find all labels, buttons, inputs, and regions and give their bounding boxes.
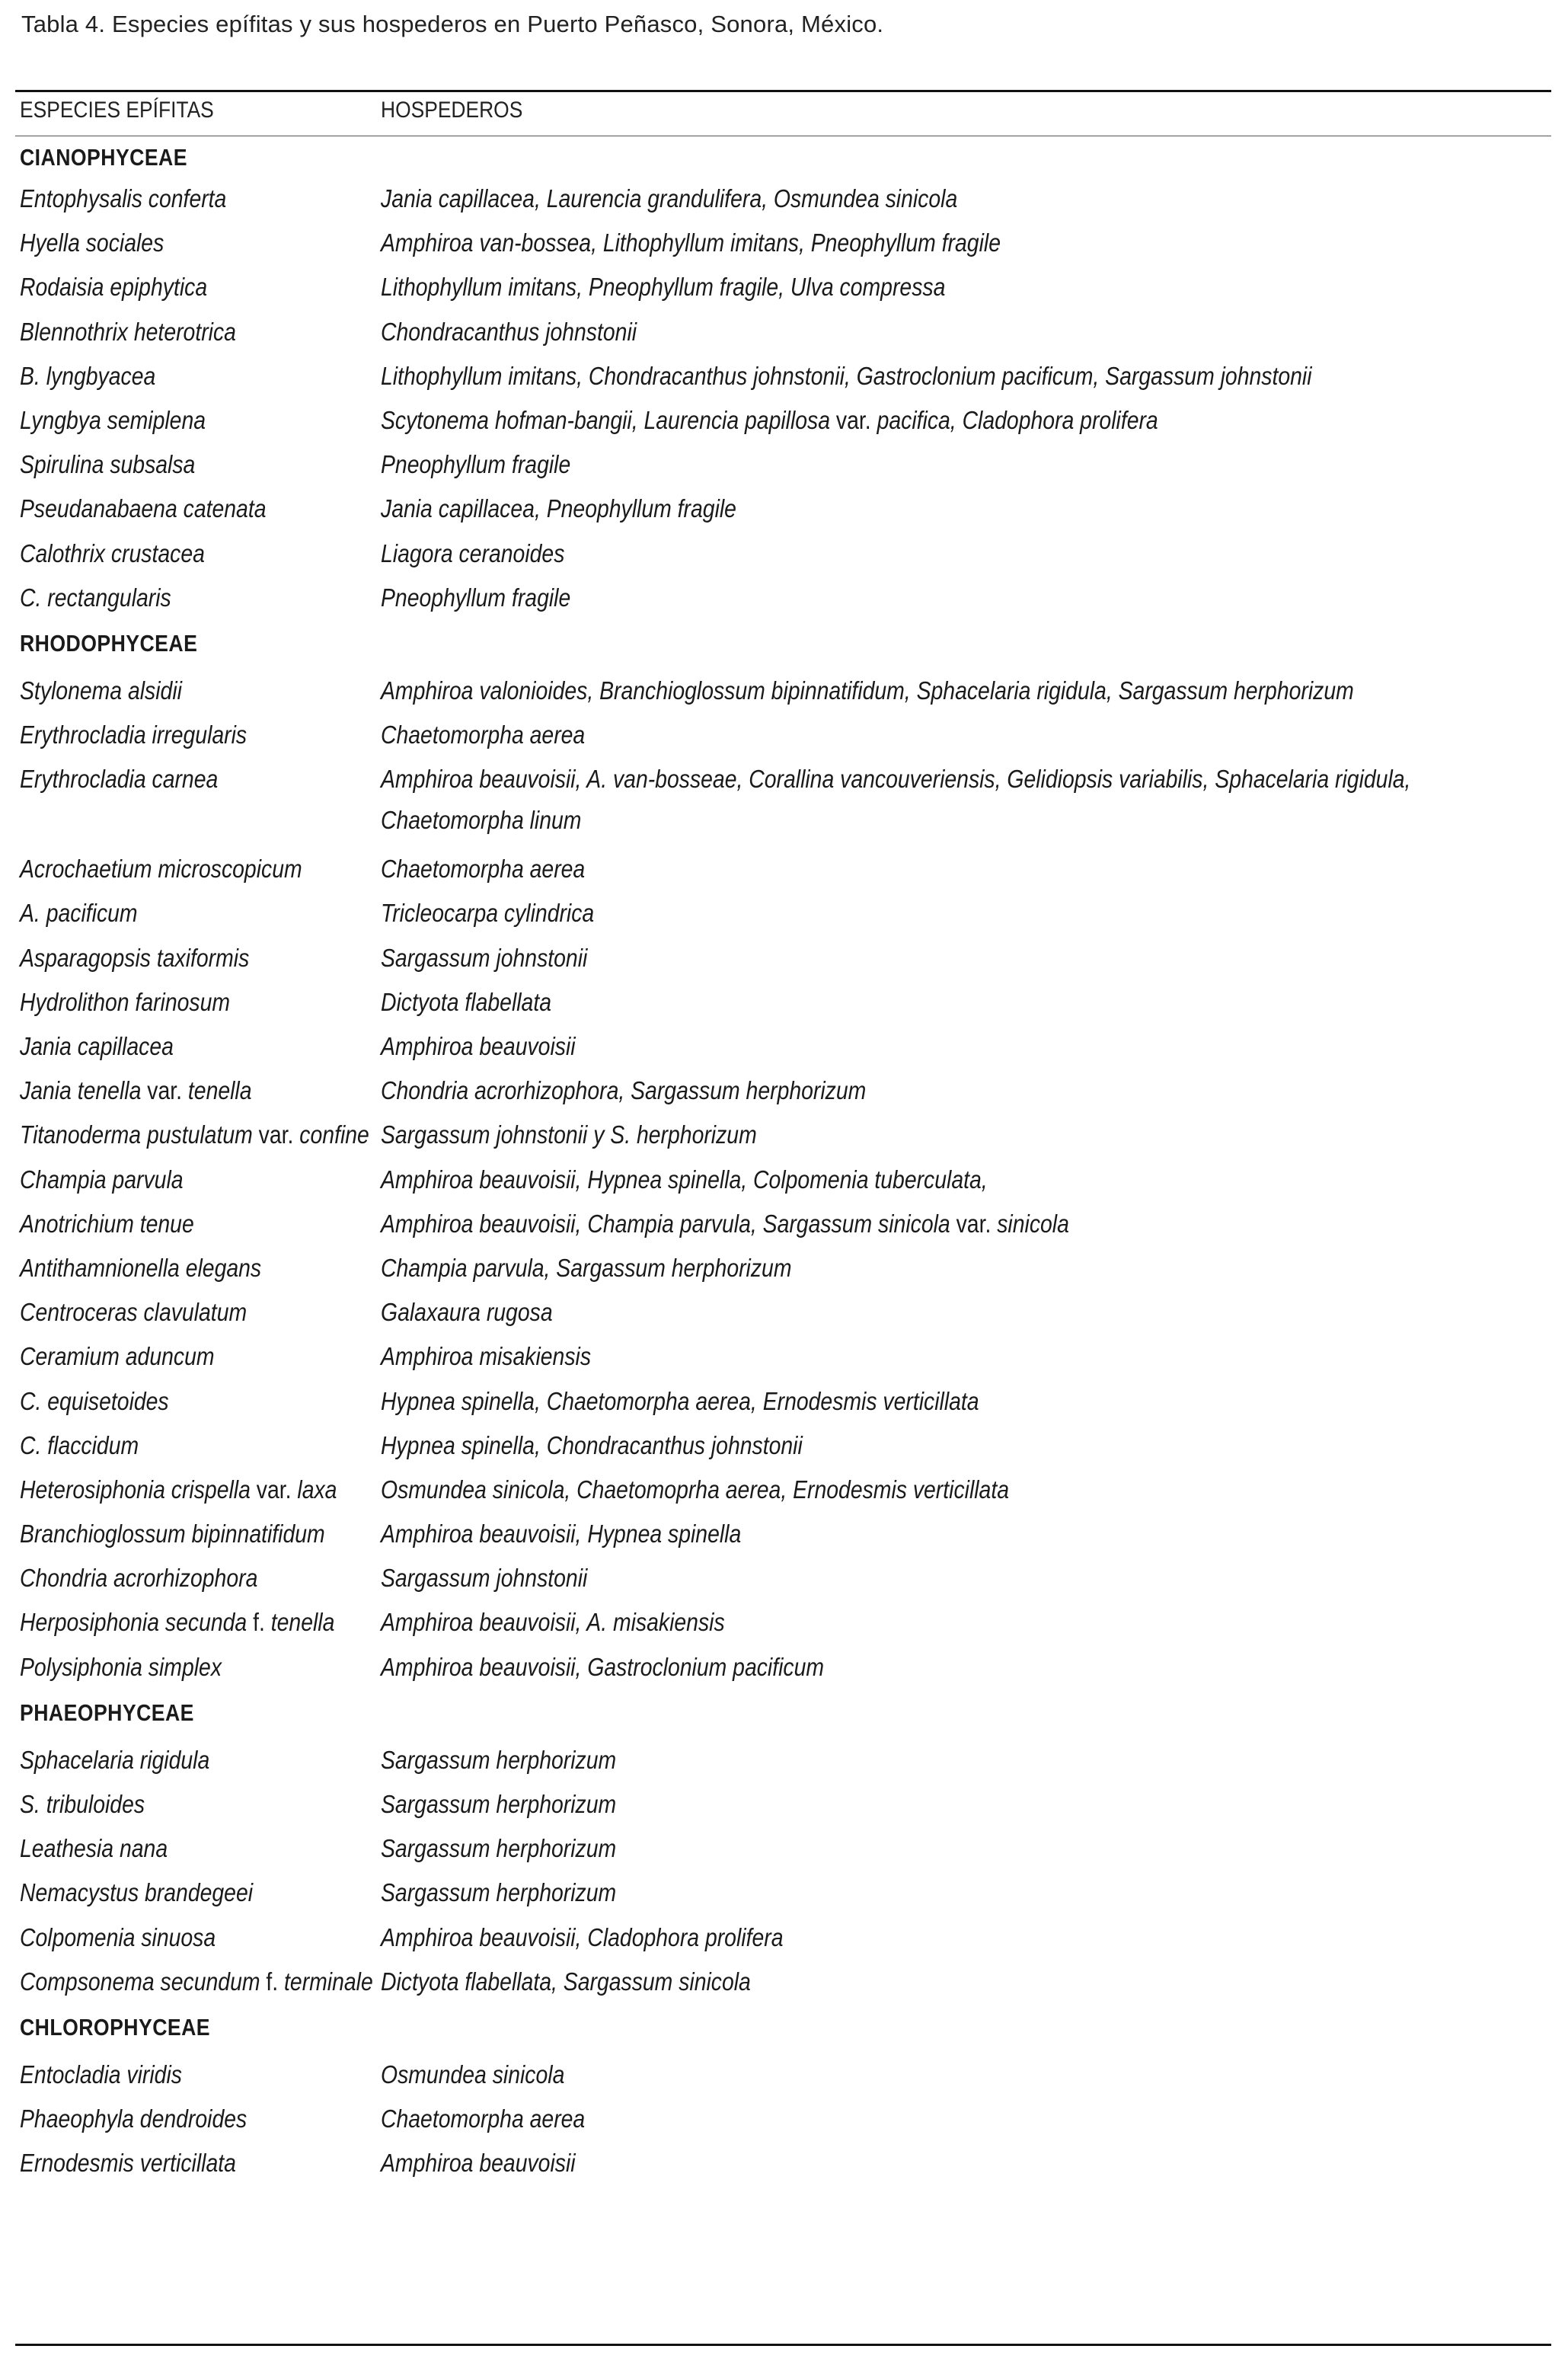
bottom-rule [15,2344,1551,2346]
hosts-cell: Amphiroa beauvoisii, A. misakiensis [381,1608,725,1637]
hosts-cell: Sargassum johnstonii [381,943,588,972]
species-cell: Erythrocladia carnea [20,765,219,794]
group-row [0,622,1568,670]
table-row [0,759,1568,849]
species-cell: Jania capillacea [20,1032,174,1060]
species-cell: Chondria acrorhizophora [20,1564,258,1593]
table-row [0,1558,1568,1602]
hosts-cell: Dictyota flabellata [381,987,552,1016]
group-label: CHLOROPHYCEAE [20,2013,211,2041]
hosts-cell: Sargassum herphorizum [381,1745,617,1774]
species-cell: Titanoderma pustulatum var. confine [20,1120,369,1149]
species-cell: C. equisetoides [20,1386,169,1415]
species-cell: Anotrichium tenue [20,1209,194,1238]
species-cell: Jania tenella var. tenella [20,1076,252,1105]
species-cell: Calothrix crustacea [20,539,205,567]
table-row [0,1114,1568,1159]
table-row [0,1784,1568,1828]
species-table [0,136,1568,2188]
hosts-cell: Sargassum herphorizum [381,1790,617,1818]
hosts-cell: Amphiroa beauvoisii [381,1032,576,1060]
hosts-cell: Amphiroa valonioides, Branchioglossum bipinnatifidum, Sphacelaria rigidula, Sargassum herphorizum [381,676,1354,705]
hosts-cell: Chaetomorpha aerea [381,855,586,884]
species-cell: Hydrolithon farinosum [20,987,231,1016]
hosts-cell: Osmundea sinicola, Chaetomoprha aerea, Ernodesmis verticillata [381,1475,1010,1504]
hosts-cell: Chondracanthus johnstonii [381,317,637,346]
species-cell: Hyella sociales [20,229,164,257]
hosts-cell: Jania capillacea, Pneophyllum fragile [381,494,736,523]
table-row [0,1917,1568,1961]
table-caption: Tabla 4. Especies epífitas y sus hospederos en Puerto Peñasco, Sonora, México. [21,11,884,37]
hosts-cell: Lithophyllum imitans, Pneophyllum fragile, Ulva compressa [381,273,946,302]
column-header-hosts: HOSPEDEROS [381,97,523,123]
species-cell: Stylonema alsidii [20,676,182,705]
species-cell: Herposiphonia secunda f. tenella [20,1608,335,1637]
species-cell: Leathesia nana [20,1834,168,1863]
hosts-cell: Liagora ceranoides [381,539,565,567]
table-row [0,356,1568,400]
hosts-cell: Champia parvula, Sargassum herphorizum [381,1253,792,1282]
species-cell: Branchioglossum bipinnatifidum [20,1520,325,1548]
table-row [0,577,1568,622]
hosts-cell: Osmundea sinicola [381,2060,565,2089]
species-cell: Rodaisia epiphytica [20,273,208,302]
group-row [0,2005,1568,2054]
species-cell: Lyngbya semiplena [20,405,206,434]
table-row [0,400,1568,444]
hosts-cell: Amphiroa beauvoisii, Hypnea spinella [381,1520,742,1548]
hosts-cell: Jania capillacea, Laurencia grandulifera, Osmundea sinicola [381,184,958,213]
table-row [0,1336,1568,1380]
table-row [0,1425,1568,1469]
species-cell: Ernodesmis verticillata [20,2149,236,2178]
species-cell: Phaeophyla dendroides [20,2105,247,2133]
group-row [0,136,1568,178]
species-cell: Spirulina subsalsa [20,450,196,479]
species-cell: Nemacystus brandegeei [20,1878,254,1907]
table-row [0,849,1568,893]
group-label: RHODOPHYCEAE [20,629,198,657]
species-cell: Pseudanabaena catenata [20,494,267,523]
table-row [0,2098,1568,2143]
hosts-cell: Chaetomorpha aerea [381,721,586,749]
table-row [0,444,1568,488]
hosts-cell: Sargassum herphorizum [381,1834,617,1863]
species-cell: C. flaccidum [20,1430,139,1459]
hosts-cell: Amphiroa beauvoisii, A. van-bosseae, Corallina vancouveriensis, Gelidiopsis variabilis, Sphacelaria rigidula, Chaetomorpha linum [381,765,1411,835]
table-row [0,1203,1568,1248]
table-row [0,938,1568,982]
table-row [0,1513,1568,1558]
species-cell: Centroceras clavulatum [20,1298,247,1327]
species-cell: C. rectangularis [20,583,171,612]
table-row [0,1248,1568,1292]
hosts-cell: Scytonema hofman-bangii, Laurencia papillosa var. pacifica, Cladophora prolifera [381,405,1158,434]
table-row [0,312,1568,356]
species-cell: Ceramium aduncum [20,1342,215,1371]
hosts-cell: Dictyota flabellata, Sargassum sinicola [381,1967,751,1996]
table-row [0,533,1568,577]
table-row [0,893,1568,937]
species-cell: Polysiphonia simplex [20,1652,222,1681]
table-row [0,267,1568,311]
table-row [0,488,1568,532]
group-row [0,1691,1568,1740]
table-row [0,1647,1568,1691]
hosts-cell: Amphiroa beauvoisii, Cladophora prolifera [381,1922,784,1951]
table-row [0,178,1568,222]
hosts-cell: Tricleocarpa cylindrica [381,899,595,928]
table-row [0,670,1568,714]
species-cell: Sphacelaria rigidula [20,1745,210,1774]
species-cell: S. tribuloides [20,1790,145,1818]
hosts-cell: Sargassum johnstonii [381,1564,588,1593]
table-row [0,982,1568,1026]
group-label: CIANOPHYCEAE [20,144,187,171]
hosts-cell: Pneophyllum fragile [381,583,571,612]
table-row [0,1602,1568,1646]
hosts-cell: Hypnea spinella, Chondracanthus johnstonii [381,1430,803,1459]
hosts-cell: Amphiroa beauvoisii, Gastroclonium pacificum [381,1652,825,1681]
table-row [0,222,1568,267]
species-cell: Acrochaetium microscopicum [20,855,302,884]
species-cell: Heterosiphonia crispella var. laxa [20,1475,337,1504]
top-rule [15,90,1551,92]
table-row [0,714,1568,759]
table-row [0,1469,1568,1513]
table-row [0,1828,1568,1872]
hosts-cell: Chondria acrorhizophora, Sargassum herphorizum [381,1076,867,1105]
species-cell: Blennothrix heterotrica [20,317,236,346]
table-row [0,2143,1568,2187]
hosts-cell: Amphiroa beauvoisii, Hypnea spinella, Colpomenia tuberculata, [381,1165,988,1194]
species-cell: Antithamnionella elegans [20,1253,262,1282]
table-row [0,1740,1568,1784]
hosts-cell: Lithophyllum imitans, Chondracanthus johnstonii, Gastroclonium pacificum, Sargassum johnstonii [381,361,1312,390]
hosts-cell: Amphiroa van-bossea, Lithophyllum imitans, Pneophyllum fragile [381,229,1001,257]
hosts-cell: Pneophyllum fragile [381,450,571,479]
table-row [0,1961,1568,2005]
species-cell: Colpomenia sinuosa [20,1922,216,1951]
group-label: PHAEOPHYCEAE [20,1699,194,1726]
hosts-cell: Amphiroa misakiensis [381,1342,592,1371]
hosts-cell: Chaetomorpha aerea [381,2105,586,2133]
table-row [0,1159,1568,1203]
table-row [0,1292,1568,1336]
species-cell: Erythrocladia irregularis [20,721,247,749]
table-row [0,1872,1568,1916]
species-cell: A. pacificum [20,899,138,928]
column-header-species: ESPECIES EPÍFITAS [20,97,214,123]
table-row [0,1026,1568,1070]
species-cell: Asparagopsis taxiformis [20,943,250,972]
hosts-cell: Sargassum herphorizum [381,1878,617,1907]
hosts-cell: Amphiroa beauvoisii [381,2149,576,2178]
table-row [0,1070,1568,1114]
species-cell: B. lyngbyacea [20,361,156,390]
hosts-cell: Hypnea spinella, Chaetomorpha aerea, Ernodesmis verticillata [381,1386,979,1415]
species-cell: Compsonema secundum f. terminale [20,1967,373,1996]
species-cell: Entocladia viridis [20,2060,182,2089]
hosts-cell: Galaxaura rugosa [381,1298,553,1327]
table-row [0,1381,1568,1425]
table-row [0,2054,1568,2098]
hosts-cell: Sargassum johnstonii y S. herphorizum [381,1120,757,1149]
hosts-cell: Amphiroa beauvoisii, Champia parvula, Sargassum sinicola var. sinicola [381,1209,1069,1238]
species-cell: Entophysalis conferta [20,184,227,213]
species-cell: Champia parvula [20,1165,184,1194]
